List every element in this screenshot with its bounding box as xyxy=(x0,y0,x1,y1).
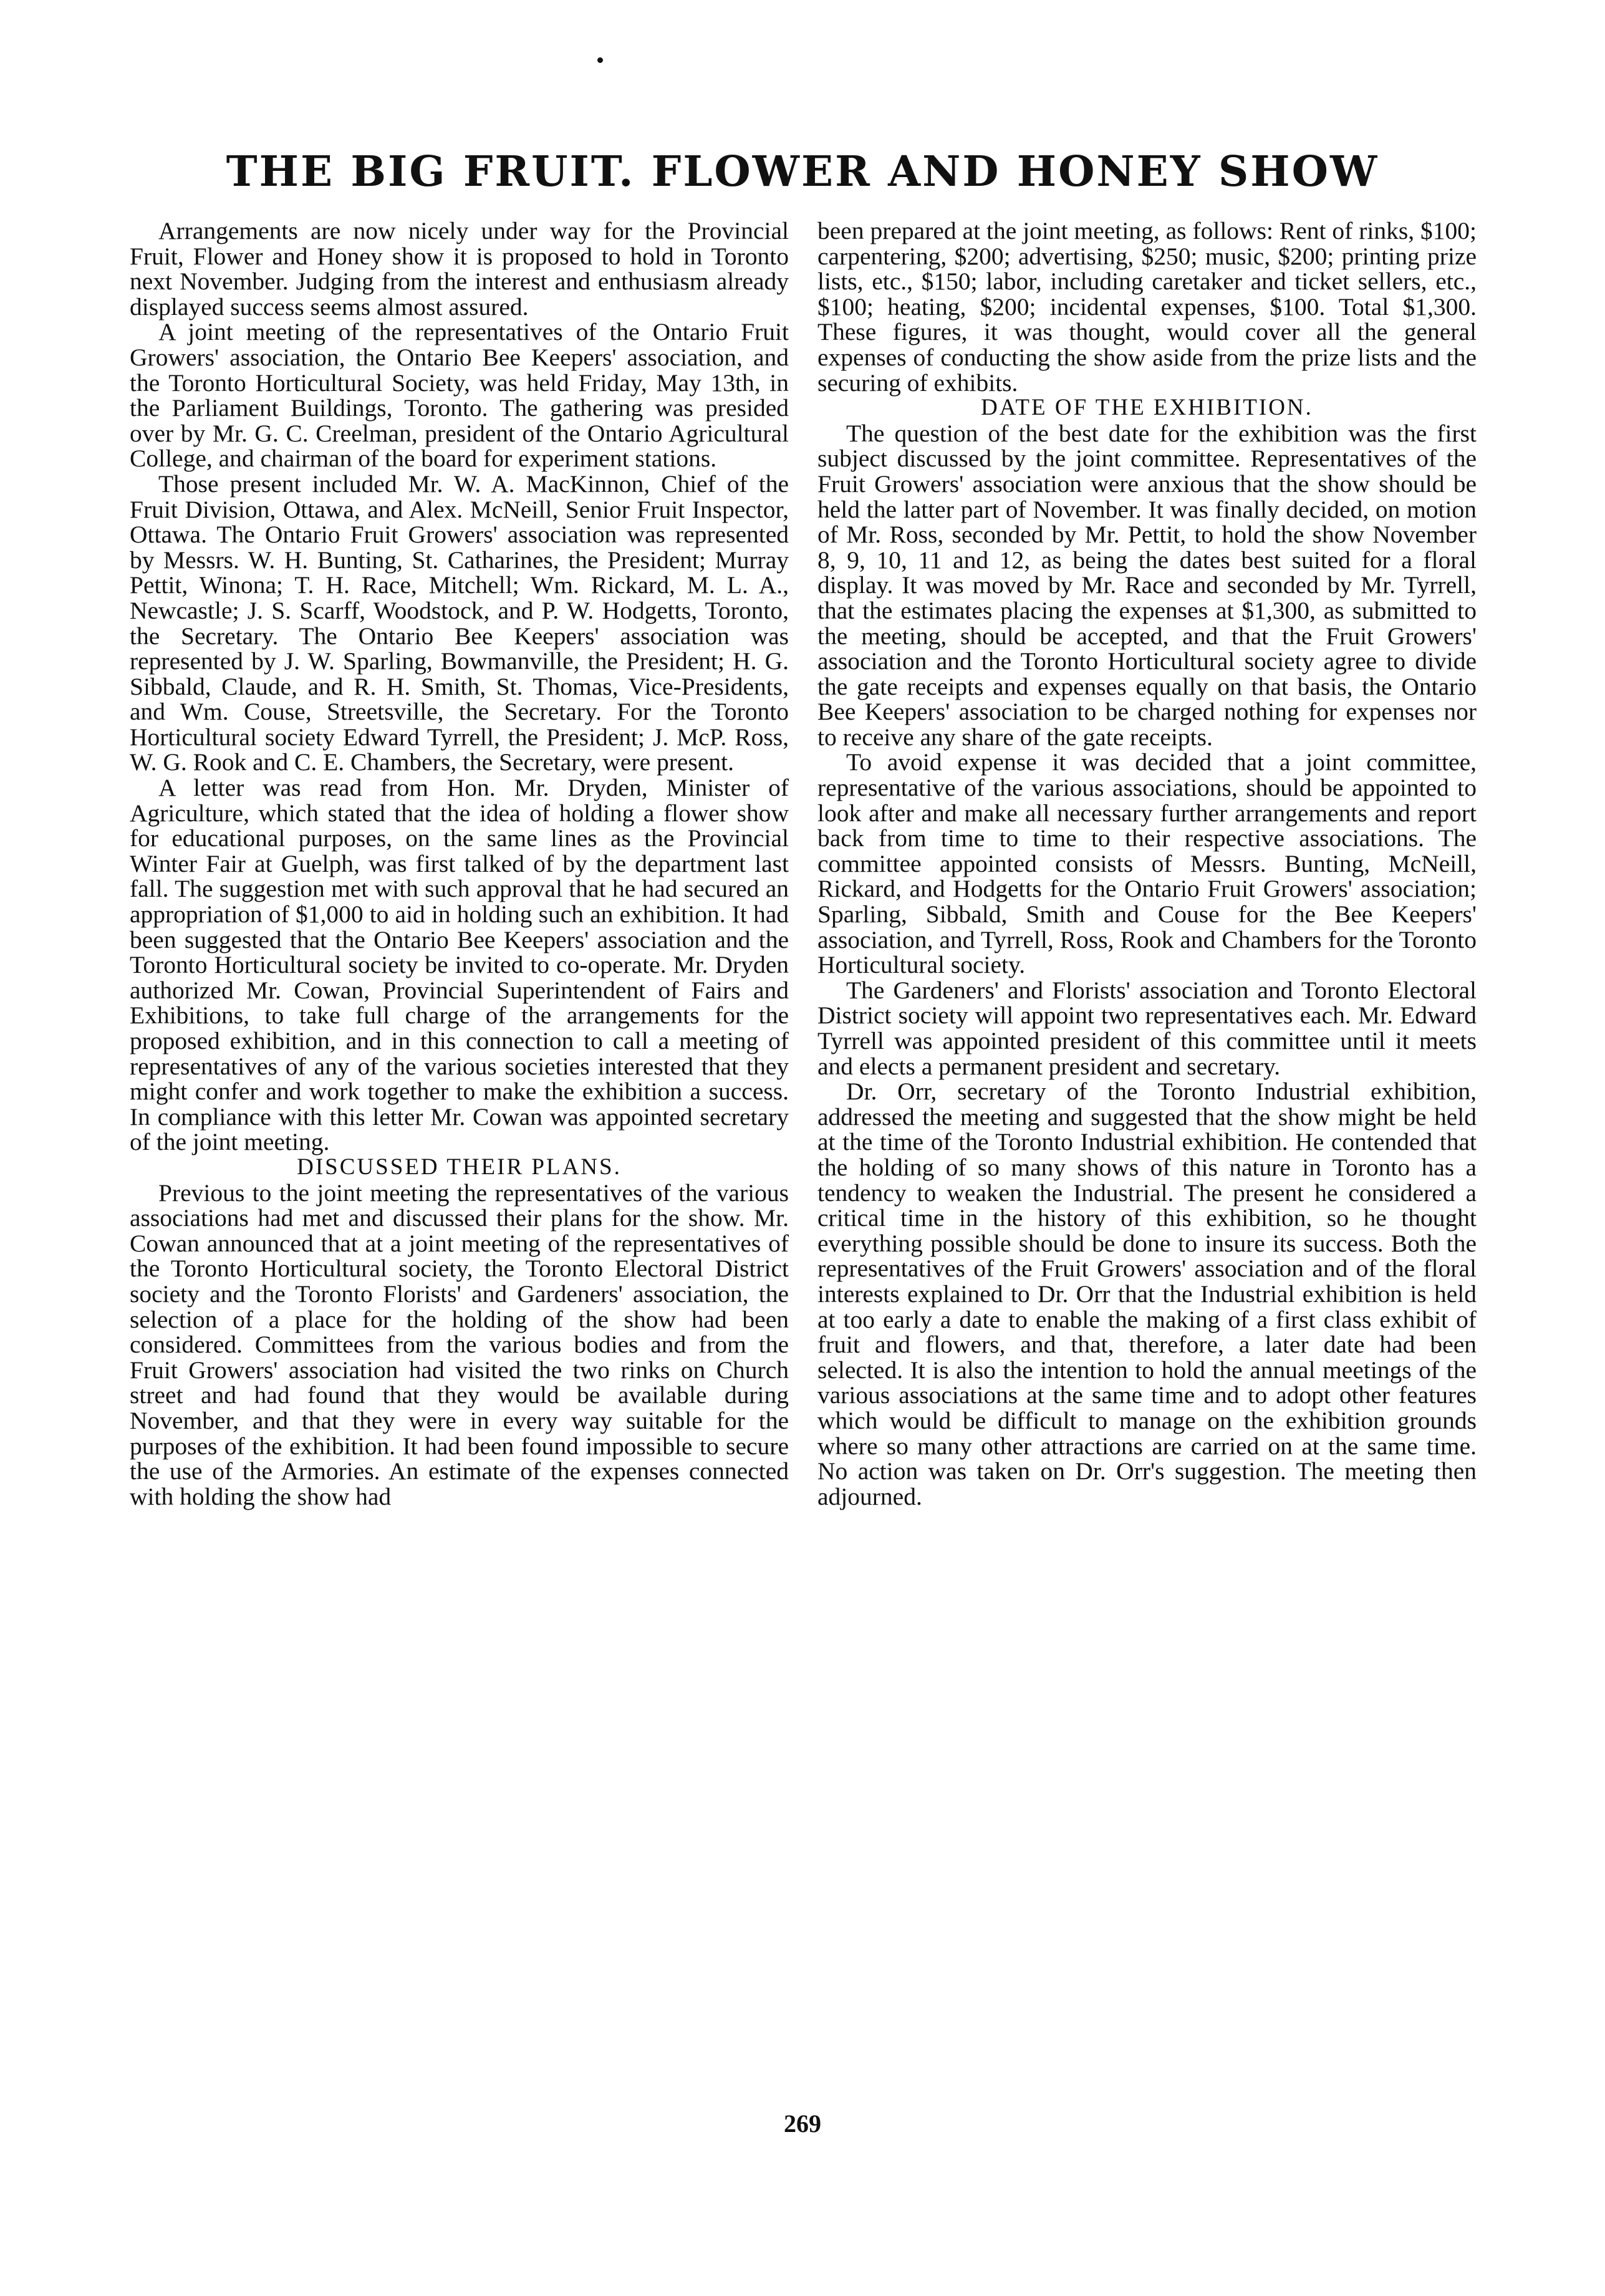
right-column xyxy=(817,218,1477,2089)
subheading-date-of-exhibition: DATE OF THE EXHIBITION. xyxy=(981,395,1313,421)
page-number: 269 xyxy=(784,2110,821,2138)
paragraph-joint-meeting: A joint meeting of the representatives of the Ontario Fruit Growers' association, the Ontario Bee Keepers' association, and the Toronto Horticultural Society, was held Friday, May 13th, in the Parliament Buildings, Toronto. The gathering was presided over by Mr. G. C. Creelman, president of the Ontario Agricultural College, and chairman of the board for experiment stations. xyxy=(130,318,789,473)
paragraph-estimate-continued: been prepared at the joint meeting, as follows: Rent of rinks, $100; carpentering, $200; advertising, $250; music, $200; printing prize lists, etc., $150; labor, including caretaker and ticket sellers, etc., $100; heating, $200; incidental expenses, $100. Total $1,300. These figures, it was thought, would cover all the general expenses of conducting the show aside from the prize lists and the securing of exhibits. xyxy=(817,218,1477,397)
paragraph-arrangements: Arrangements are now nicely under way for the Provincial Fruit, Flower and Honey show it is proposed to hold in Toronto next November. Judging from the interest and enthusiasm already displayed success seems almost assured. xyxy=(130,218,789,321)
article-title: THE BIG FRUIT. FLOWER AND HONEY SHOW xyxy=(226,147,1379,196)
left-column xyxy=(130,218,789,2089)
paragraph-dr-orr: Dr. Orr, secretary of the Toronto Industrial exhibition, addressed the meeting and suggested that the show might be held at the time of the Toronto Industrial exhibition. He contended that the holding of so many shows of this nature in Toronto has a tendency to weaken the Industrial. The present he considered a critical time in the history of this exhibition, so he thought everything possible should be done to insure its success. Both the representatives of the Fruit Growers' association and of the floral interests explained to Dr. Orr that the Industrial exhibition is held at too early a date to enable the making of a first class exhibit of fruit and flowers, and that, therefore, a later date had been selected. It is also the intention to hold the annual meetings of the various associations at the same time and to adopt other features which would be difficult to manage on the exhibition grounds where so many other attractions are carried on at the same time. No action was taken on Dr. Orr's suggestion. The meeting then adjourned. xyxy=(817,1078,1477,1510)
paragraph-previous-meeting: Previous to the joint meeting the representatives of the various associations had met and discussed their plans for the show. Mr. Cowan announced that at a joint meeting of the representatives of the Toronto Horticultural society, the Toronto Electoral District society and the Toronto Florists' and Gardeners' association, the selection of a place for the holding of the show had been considered. Committees from the various bodies and from the Fruit Growers' association had visited the two rinks on Church street and had found that they would be available during November, and that they were in every way suitable for the purposes of the exhibition. It had been found impossible to secure the use of the Armories. An estimate of the expenses connected with holding the show had xyxy=(130,1179,789,1510)
paragraph-joint-committee: To avoid expense it was decided that a joint committee, representative of the various associations, should be appointed to look after and make all necessary further arrangements and report back from time to time to their respective associations. The committee appointed consists of Messrs. Bunting, McNeill, Rickard, and Hodgetts for the Ontario Fruit Growers' association; Sparling, Sibbald, Smith and Couse for the Bee Keepers' association, and Tyrrell, Ross, Rook and Chambers for the Toronto Horticultural society. xyxy=(817,748,1477,979)
subheading-discussed-plans: DISCUSSED THEIR PLANS. xyxy=(297,1154,622,1180)
paragraph-those-present: Those present included Mr. W. A. MacKinnon, Chief of the Fruit Division, Ottawa, and Alex. McNeill, Senior Fruit Inspector, Ottawa. The Ontario Fruit Growers' association was represented by Messrs. W. H. Bunting, St. Catharines, the President; Murray Pettit, Winona; T. H. Race, Mitchell; Wm. Rickard, M. L. A., Newcastle; J. S. Scarff, Woodstock, and P. W. Hodgetts, Toronto, the Secretary. The Ontario Bee Keepers' association was represented by J. W. Sparling, Bowmanville, the President; H. G. Sibbald, Claude, and R. H. Smith, St. Thomas, Vice-Presidents, and Wm. Couse, Streetsville, the Secretary. For the Toronto Horticultural society Edward Tyrrell, the President; J. McP. Ross, W. G. Rook and C. E. Chambers, the Secretary, were present. xyxy=(130,470,789,776)
paragraph-gardeners-florists: The Gardeners' and Florists' association and Toronto Electoral District society will appoint two representatives each. Mr. Edward Tyrrell was appointed president of this committee until it meets and elects a permanent president and secretary. xyxy=(817,976,1477,1080)
printer-mark xyxy=(597,57,603,63)
paragraph-best-date: The question of the best date for the exhibition was the first subject discussed by the joint committee. Representatives of the Fruit Growers' association were anxious that the show should be held the latter part of November. It was finally decided, on motion of Mr. Ross, seconded by Mr. Pettit, to hold the show November 8, 9, 10, 11 and 12, as being the dates best suited for a floral display. It was moved by Mr. Race and seconded by Mr. Tyrrell, that the estimates placing the expenses at $1,300, as submitted to the meeting, should be accepted, and that the Fruit Growers' association and the Toronto Horticultural society agree to divide the gate receipts and expenses equally on that basis, the Ontario Bee Keepers' association to be charged nothing for expenses nor to receive any share of the gate receipts. xyxy=(817,419,1477,751)
paragraph-dryden-letter: A letter was read from Hon. Mr. Dryden, Minister of Agriculture, which stated that the idea of holding a flower show for educational purposes, on the same lines as the Provincial Winter Fair at Guelph, was first talked of by the department last fall. The suggestion met with such approval that he had secured an appropriation of $1,000 to aid in holding such an exhibition. It had been suggested that the Ontario Bee Keepers' association and the Toronto Horticultural society be invited to co-operate. Mr. Dryden authorized Mr. Cowan, Provincial Superintendent of Fairs and Exhibitions, to take full charge of the arrangements for the proposed exhibition, and in this connection to call a meeting of representatives of any of the various societies interested that they might confer and work together to make the exhibition a success. In compliance with this letter Mr. Cowan was appointed secretary of the joint meeting. xyxy=(130,774,789,1156)
